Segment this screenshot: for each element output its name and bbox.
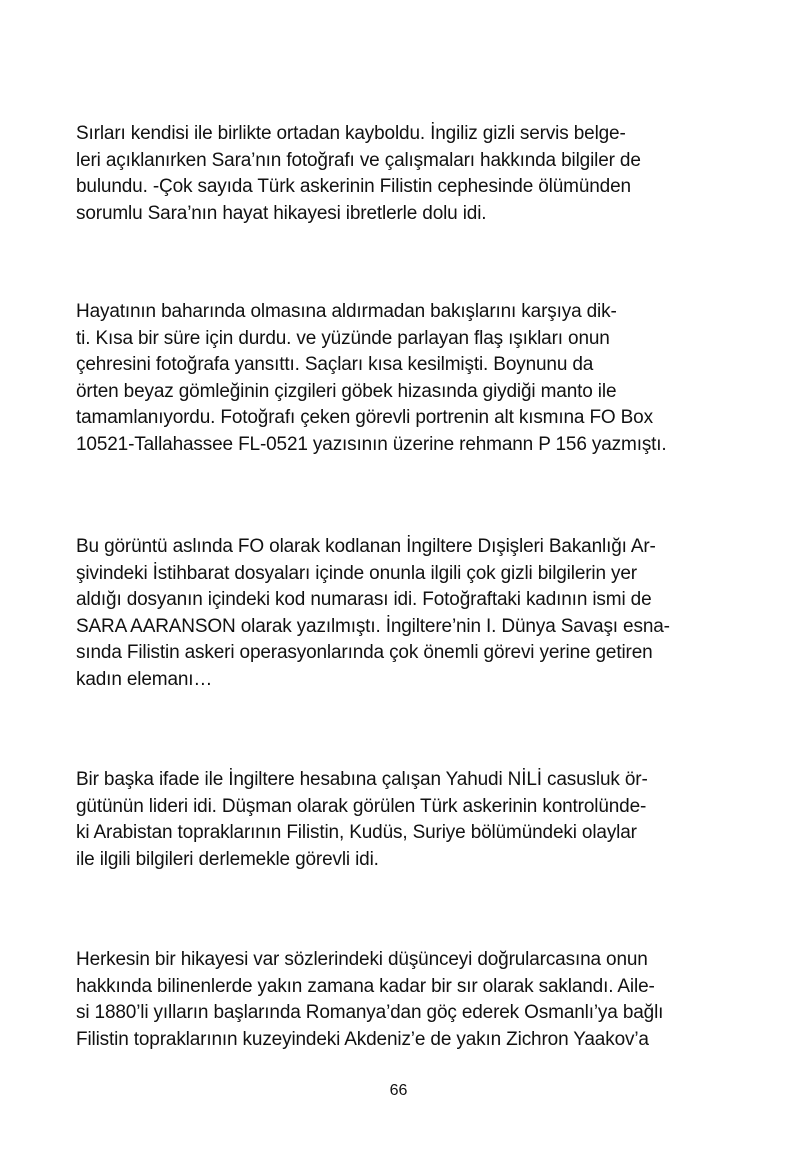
- text-line: leri açıklanırken Sara’nın fotoğrafı ve çalışmaları hakkında bilgiler de: [76, 149, 641, 171]
- text-line: Herkesin bir hikayesi var sözlerindeki düşünceyi doğrularcasına onun: [76, 949, 648, 970]
- text-line: ki Arabistan topraklarının Filistin, Kudüs, Suriye bölümündeki olaylar: [76, 822, 637, 843]
- text-line: gütünün lideri idi. Düşman olarak görülen Türk askerinin kontrolünde-: [76, 795, 647, 817]
- text-line: Filistin topraklarının kuzeyindeki Akdeniz’e de yakın Zichron Yaakov’a: [76, 1028, 649, 1050]
- text-line: ile ilgili bilgileri derlemekle görevli idi.: [76, 848, 379, 870]
- text-line: sorumlu Sara’nın hayat hikayesi ibretlerle dolu idi.: [76, 202, 487, 224]
- text-line: hakkında bilinenlerde yakın zamana kadar bir sır olarak saklandı. Aile-: [76, 975, 655, 997]
- text-line: Bu görüntü aslında FO olarak kodlanan İngiltere Dışişleri Bakanlığı Ar-: [76, 536, 656, 557]
- text-line: Hayatının baharında olmasına aldırmadan bakışlarını karşıya dik-: [76, 301, 617, 322]
- text-line: bulundu. -Çok sayıda Türk askerinin Filistin cephesinde ölümünden: [76, 176, 631, 197]
- paragraph-4: [76, 767, 736, 873]
- paragraph-2: [76, 299, 736, 458]
- text-line: si 1880’li yılların başlarında Romanya’dan göç ederek Osmanlı’ya bağlı: [76, 1002, 664, 1023]
- text-line: şivindeki İstihbarat dosyaları içinde onunla ilgili çok gizli bilgilerin yer: [76, 562, 637, 584]
- text-line: örten beyaz gömleğinin çizgileri göbek hizasında giydiği manto ile: [76, 380, 617, 402]
- text-line: kadın elemanı…: [76, 668, 213, 690]
- paragraph-5: [76, 947, 736, 1053]
- text-line: aldığı dosyanın içindeki kod numarası idi. Fotoğraftaki kadının ismi de: [76, 589, 652, 610]
- text-line: sında Filistin askeri operasyonlarında çok önemli görevi yerine getiren: [76, 642, 653, 663]
- text-line: tamamlanıyordu. Fotoğrafı çeken görevli portrenin alt kısmına FO Box: [76, 407, 653, 428]
- paragraph-1: [76, 121, 736, 227]
- page-number: 66: [389, 1082, 408, 1099]
- text-line: Bir başka ifade ile İngiltere hesabına çalışan Yahudi NİLİ casusluk ör-: [76, 769, 648, 790]
- text-line: Sırları kendisi ile birlikte ortadan kayboldu. İngiliz gizli servis belge-: [76, 123, 626, 144]
- paragraph-3: [76, 534, 736, 693]
- text-line: SARA AARANSON olarak yazılmıştı. İngiltere’nin I. Dünya Savaşı esna-: [76, 615, 670, 637]
- text-line: çehresini fotoğrafa yansıttı. Saçları kısa kesilmişti. Boynunu da: [76, 354, 594, 375]
- text-line: 10521-Tallahassee FL-0521 yazısının üzerine rehmann P 156 yazmıştı.: [76, 433, 667, 455]
- text-line: ti. Kısa bir süre için durdu. ve yüzünde parlayan flaş ışıkları onun: [76, 327, 610, 349]
